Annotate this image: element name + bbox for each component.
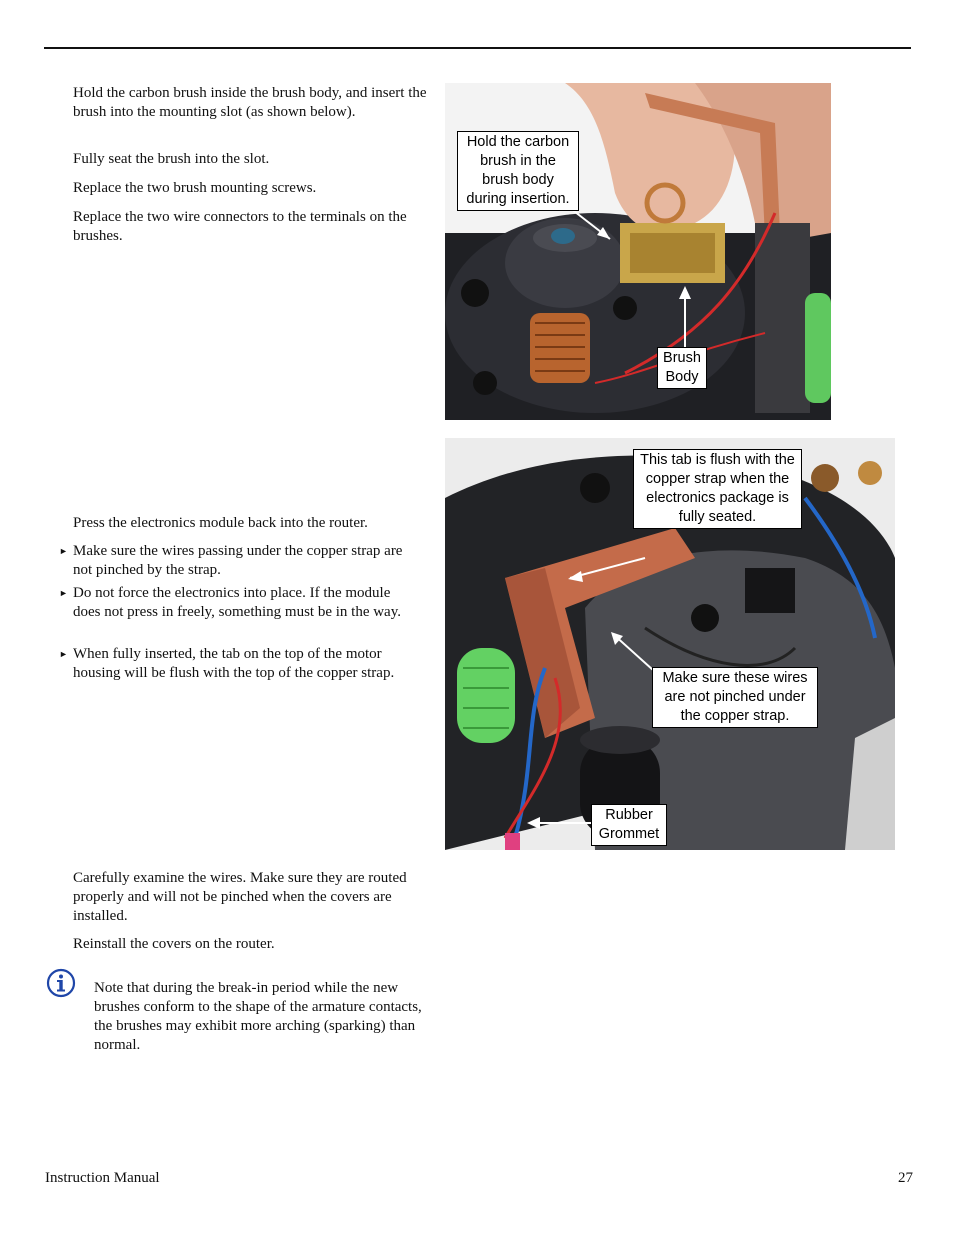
- page-number: 27: [898, 1170, 913, 1186]
- step3-paragraph-1: Carefully examine the wires. Make sure they are routed properly and will not be pinched when the covers are installed.: [73, 870, 407, 924]
- info-icon: [46, 968, 76, 998]
- step2-bullet-2: [59, 584, 418, 622]
- step2-bullet-3-text: When fully inserted, the tab on the top of the motor housing will be flush with the top of the copper strap.: [73, 646, 395, 681]
- step2-bullet-2-text: Do not force the electronics into place. If the module does not press in freely, something must be in the way.: [73, 585, 401, 620]
- footer-title: Instruction Manual: [45, 1170, 160, 1186]
- step1-paragraph-2: Fully seat the brush into the slot.: [73, 151, 270, 167]
- electronics-module-photo: [445, 438, 895, 850]
- brush-insertion-photo: [445, 83, 831, 420]
- step1-paragraph-4: Replace the two wire connectors to the terminals on the brushes.: [73, 209, 407, 244]
- callout-wires-not-pinched: Make sure these wires are not pinched under the copper strap.: [652, 667, 818, 728]
- bullet-arrow-icon: ►: [59, 649, 68, 659]
- callout-tab-flush: This tab is flush with the copper strap when the electronics package is fully seated.: [633, 449, 802, 529]
- bullet-arrow-icon: ►: [59, 546, 68, 556]
- step2-bullet-1: [59, 542, 418, 580]
- step2-paragraph: Press the electronics module back into the router.: [73, 515, 368, 531]
- callout-hold-brush: Hold the carbon brush in the brush body during insertion.: [457, 131, 579, 211]
- bullet-arrow-icon: ►: [59, 588, 68, 598]
- step3-paragraph-2: Reinstall the covers on the router.: [73, 936, 275, 952]
- note-text: Note that during the break-in period while the new brushes conform to the shape of the armature contacts, the brushes may exhibit more arching (sparking) than normal.: [94, 980, 422, 1053]
- callout-rubber-grommet: Rubber Grommet: [591, 804, 667, 846]
- step1-paragraph-3: Replace the two brush mounting screws.: [73, 180, 317, 196]
- step2-bullet-3: [59, 645, 418, 683]
- callout-brush-body: Brush Body: [657, 347, 707, 389]
- step1-paragraph-1: Hold the carbon brush inside the brush body, and insert the brush into the mounting slot (as shown below).: [73, 85, 427, 120]
- header-rule: [44, 47, 911, 49]
- step2-bullet-1-text: Make sure the wires passing under the copper strap are not pinched by the strap.: [73, 543, 403, 578]
